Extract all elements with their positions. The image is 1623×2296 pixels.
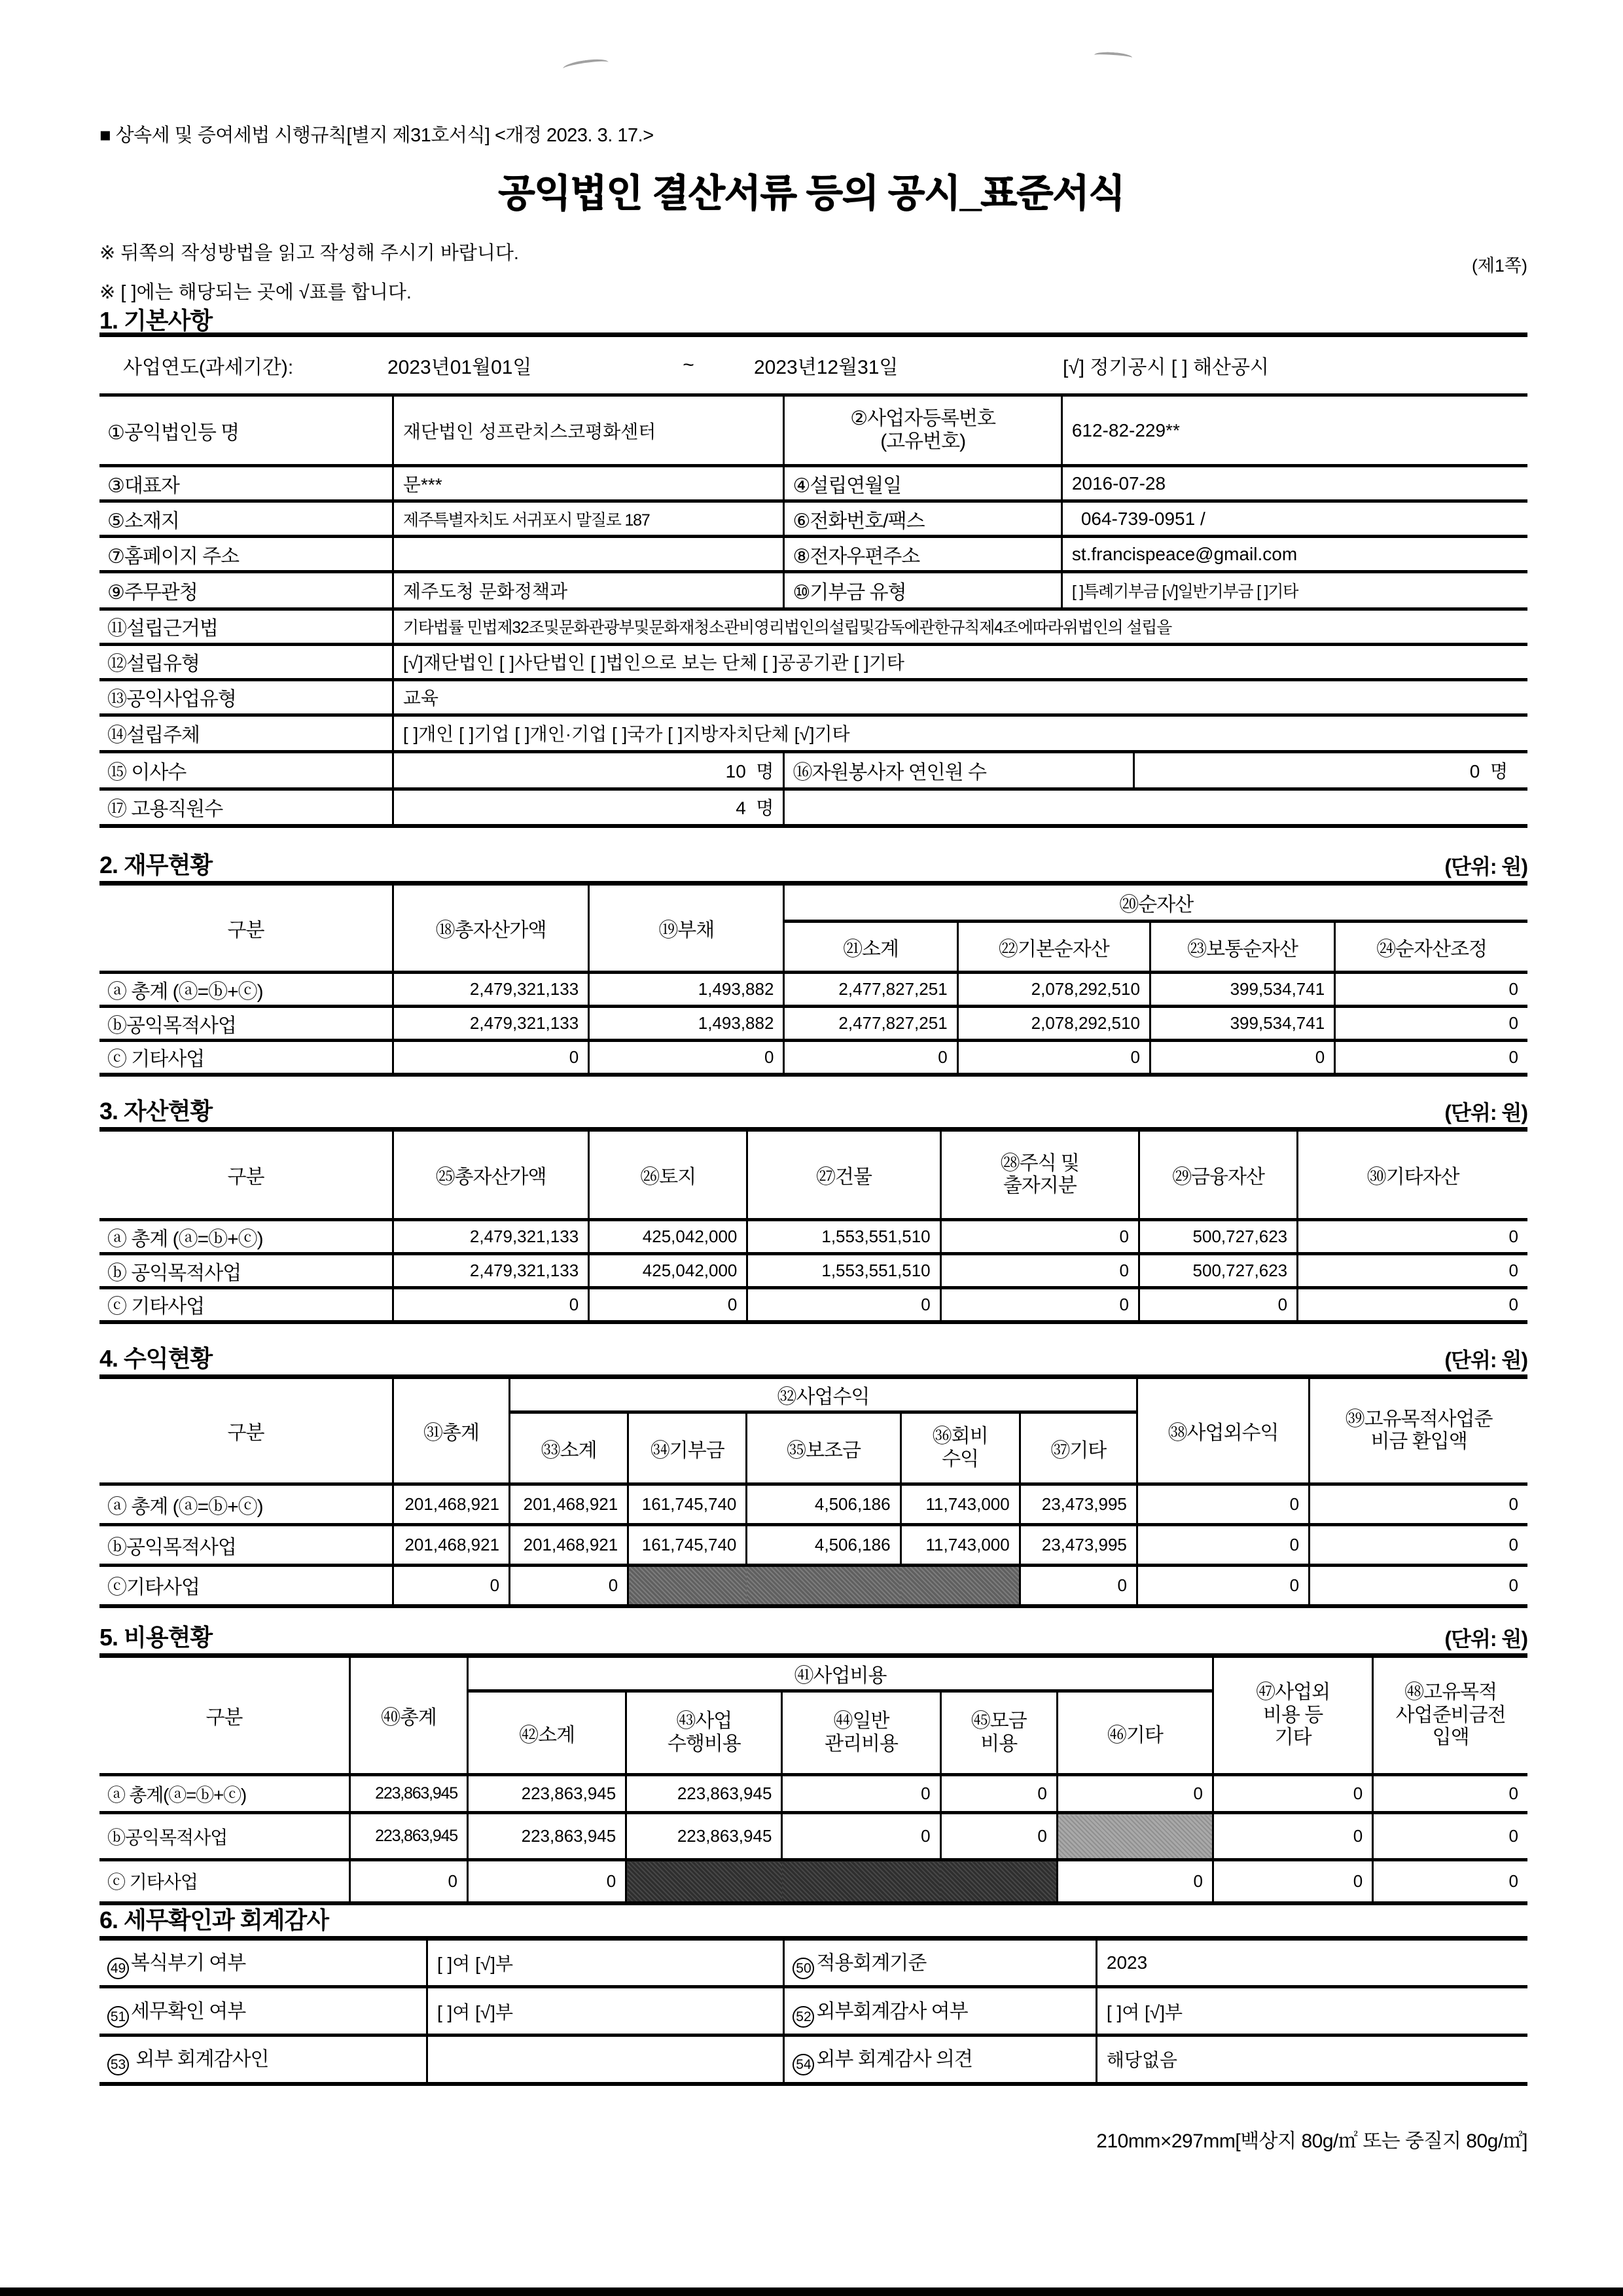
column-header-line1: ㊸사업 [676, 1710, 732, 1732]
column-header: ⑱총자산가액 [393, 884, 588, 973]
amount-cell: 0 [940, 1220, 1139, 1254]
amount-cell: 0 [393, 1041, 588, 1075]
column-header: ㉒기본순자산 [957, 922, 1150, 973]
amount-cell: 0 [510, 1566, 628, 1606]
column-header-group: ㉜사업수익 [510, 1377, 1137, 1412]
amount-cell: 0 [1373, 1813, 1527, 1860]
column-header: ㉛총계 [393, 1377, 509, 1484]
field-label: ⑩기부금 유형 [784, 572, 1061, 607]
field-label: ⑯자원봉사자 연인원 수 [784, 752, 1133, 787]
field-label: ⑫설립유형 [99, 644, 393, 679]
column-header: ㉓보통순자산 [1150, 922, 1334, 973]
section4-unit: (단위: 원) [1444, 1348, 1527, 1372]
director-count: 10 [725, 761, 746, 781]
field-value [393, 789, 784, 824]
amount-cell: 0 [1335, 1007, 1527, 1041]
field-label [99, 2036, 427, 2084]
amount-cell: 11,743,000 [901, 1484, 1020, 1525]
amount-cell: 0 [589, 1041, 784, 1075]
masked-cell [1057, 1813, 1213, 1860]
asset-status-table [99, 1127, 1527, 1324]
field-value [1133, 752, 1527, 787]
row-label: ⓒ기타사업 [99, 1566, 393, 1606]
amount-cell: 223,863,945 [468, 1775, 626, 1813]
amount-cell: 0 [589, 1288, 747, 1322]
section4-title: 4. 수익현황 [99, 1345, 213, 1372]
amount-cell: 399,534,741 [1150, 1007, 1334, 1041]
field-label-text: 복식부기 여부 [131, 1952, 246, 1974]
masked-cell [782, 1860, 940, 1903]
amount-cell: 201,468,921 [393, 1525, 509, 1566]
field-label: ⑥전화번호/팩스 [784, 501, 1061, 537]
amount-cell: 2,479,321,133 [393, 1220, 588, 1254]
amount-cell: 0 [1057, 1860, 1213, 1903]
amount-cell: 0 [468, 1860, 626, 1903]
column-header-line1: ㉘주식 및 [1000, 1152, 1079, 1174]
field-label: ⑬공익사업유형 [99, 679, 393, 715]
circled-number: 50 [793, 1958, 814, 1979]
amount-cell: 161,745,740 [628, 1525, 747, 1566]
amount-cell: 2,078,292,510 [957, 1007, 1150, 1041]
yes-no-checkboxes: [ ]여 [√]부 [427, 1987, 784, 2036]
field-label: ⑭설립주체 [99, 715, 393, 750]
amount-cell: 223,863,945 [626, 1813, 782, 1860]
disclosure-type-checkboxes: [√] 정기공시 [ ] 해산공시 [1063, 357, 1269, 378]
column-header [626, 1691, 782, 1775]
basic-info-wide-rows [99, 607, 1527, 751]
amount-cell: 0 [349, 1860, 467, 1903]
masked-cell [940, 1860, 1057, 1903]
column-header: ㉑소계 [784, 922, 957, 973]
field-value: 2016-07-28 [1061, 466, 1527, 501]
scan-artifact [562, 57, 609, 74]
section2-title: 2. 재무현황 [99, 852, 213, 878]
amount-cell: 500,727,623 [1139, 1254, 1297, 1288]
field-label [784, 1939, 1096, 1987]
column-header: ㊷소계 [468, 1691, 626, 1775]
employee-count: 4 [736, 798, 746, 819]
field-value: 기타법률 민법제32조및문화관광부및문화재청소관비영리법인의설립및감독에관한규칙제4조에따라위법인의 설립을 [393, 609, 1527, 644]
column-header: 구분 [227, 1166, 264, 1188]
section3-heading [99, 1093, 1527, 1126]
amount-cell: 0 [1137, 1566, 1309, 1606]
amount-cell: 0 [940, 1813, 1057, 1860]
column-header: 구분 [205, 1707, 243, 1729]
section3-title: 3. 자산현황 [99, 1098, 213, 1124]
field-label: ⑨주무관청 [99, 572, 393, 607]
amount-cell: 201,468,921 [393, 1484, 509, 1525]
masked-cell [901, 1566, 1020, 1606]
section5-unit: (단위: 원) [1444, 1627, 1527, 1651]
amount-cell: 0 [1150, 1041, 1334, 1075]
yes-no-checkboxes: [ ]여 [√]부 [1096, 1987, 1527, 2036]
column-header-line2: 수행비용 [667, 1732, 741, 1755]
page-title: 공익법인 결산서류 등의 공시_표준서식 [498, 172, 1125, 215]
volunteer-count: 0 [1469, 761, 1480, 781]
amount-cell: 0 [1335, 973, 1527, 1007]
scan-artifact [1094, 51, 1133, 62]
column-header [901, 1412, 1020, 1484]
section1-heading [99, 302, 1527, 336]
field-label: ⑮ 이사수 [107, 761, 187, 783]
column-header: ㊵총계 [349, 1656, 467, 1775]
expense-status-table [99, 1653, 1527, 1905]
column-header-line1: ㊹일반 [833, 1710, 889, 1732]
scan-edge-bar [0, 2287, 1623, 2296]
section4-heading [99, 1340, 1527, 1374]
column-header: ㊻기타 [1057, 1691, 1213, 1775]
field-value [393, 537, 784, 572]
amount-cell: 1,493,882 [589, 973, 784, 1007]
amount-cell: 2,479,321,133 [393, 1007, 588, 1041]
section1-title: 1. 기본사항 [99, 307, 213, 334]
section5-heading [99, 1619, 1527, 1653]
field-value: 문*** [393, 466, 784, 501]
row-label: ⓒ 기타사업 [99, 1041, 393, 1075]
amount-cell: 4,506,186 [747, 1525, 901, 1566]
field-value: 064-739-0951 / [1061, 501, 1527, 537]
column-header-line2: 비용 [980, 1732, 1018, 1755]
field-value: 교육 [393, 679, 1527, 715]
field-value: st.francispeace@gmail.com [1061, 537, 1527, 572]
basic-info-table [99, 332, 1527, 828]
period-end-value: 2023년12월31일 [754, 357, 899, 378]
amount-cell: 4,506,186 [747, 1484, 901, 1525]
column-header: ㉝소계 [510, 1412, 628, 1484]
field-label [784, 1987, 1096, 2036]
amount-cell: 1,493,882 [589, 1007, 784, 1041]
row-label: ⓒ 기타사업 [99, 1288, 393, 1322]
column-header: ㉖토지 [589, 1130, 747, 1220]
column-header: ㉕총자산가액 [393, 1130, 588, 1220]
unit-label: 명 [756, 798, 774, 819]
field-label: ⑦홈페이지 주소 [99, 537, 393, 572]
amount-cell: 11,743,000 [901, 1525, 1020, 1566]
amount-cell: 0 [784, 1041, 957, 1075]
amount-cell: 223,863,945 [468, 1813, 626, 1860]
field-value: 2023 [1096, 1939, 1527, 1987]
field-label: ③대표자 [99, 466, 393, 501]
column-header [1373, 1656, 1527, 1775]
amount-cell: 0 [1298, 1288, 1527, 1322]
column-header [940, 1691, 1057, 1775]
amount-cell: 0 [1298, 1254, 1527, 1288]
field-label-text: 외부 회계감사인 [131, 2049, 269, 2071]
foundation-type-checkboxes: [√]재단법인 [ ]사단법인 [ ]법인으로 보는 단체 [ ]공공기관 [ ]기타 [393, 644, 1527, 679]
field-label-text: 세무확인 여부 [131, 2000, 246, 2022]
amount-cell: 0 [1310, 1525, 1527, 1566]
column-header [1213, 1656, 1373, 1775]
field-label-text: 적용회계기준 [816, 1952, 927, 1974]
field-label: ⑰ 고용직원수 [107, 798, 223, 821]
amount-cell: 2,479,321,133 [393, 1254, 588, 1288]
circled-number: 52 [793, 2006, 814, 2028]
column-header-line3: 기타 [1274, 1727, 1311, 1749]
column-header: ⑲부채 [589, 884, 784, 973]
amount-cell: 23,473,995 [1020, 1525, 1137, 1566]
unit-label: 명 [1489, 761, 1508, 781]
row-label: ⓐ 총계 (ⓐ=ⓑ+ⓒ) [99, 973, 393, 1007]
amount-cell: 0 [782, 1813, 940, 1860]
masked-cell [628, 1566, 747, 1606]
column-header: ㊲기타 [1020, 1412, 1137, 1484]
amount-cell: 2,477,827,251 [784, 1007, 957, 1041]
field-value: 해당없음 [1096, 2036, 1527, 2084]
amount-cell: 0 [1139, 1288, 1297, 1322]
tilde-separator: ~ [683, 354, 694, 376]
column-header-line2: 비용 등 [1262, 1704, 1323, 1726]
column-header: ㉔순자산조정 [1335, 922, 1527, 973]
column-header-line1: ㊺모금 [971, 1710, 1027, 1732]
business-year-row [99, 337, 1527, 393]
masked-cell [747, 1566, 901, 1606]
field-value: 제주도청 문화정책과 [393, 572, 784, 607]
section2-heading [99, 847, 1527, 880]
amount-cell: 0 [1373, 1775, 1527, 1813]
empty-cell [784, 789, 1527, 824]
amount-cell: 23,473,995 [1020, 1484, 1137, 1525]
row-label: ⓑ 공익목적사업 [99, 1254, 393, 1288]
column-header-line2: 출자지분 [1003, 1175, 1077, 1196]
amount-cell: 425,042,000 [589, 1220, 747, 1254]
amount-cell: 0 [1057, 1775, 1213, 1813]
row-label: ⓐ 총계 (ⓐ=ⓑ+ⓒ) [99, 1220, 393, 1254]
founder-type-checkboxes: [ ]개인 [ ]기업 [ ]개인·기업 [ ]국가 [ ]지방자치단체 [√]기타 [393, 715, 1527, 750]
field-label [784, 2036, 1096, 2084]
column-header-line2: 관리비용 [825, 1732, 898, 1755]
field-label [99, 1987, 427, 2036]
business-year-label: 사업연도(과세기간): [123, 357, 294, 378]
amount-cell: 0 [1298, 1220, 1527, 1254]
amount-cell: 201,468,921 [510, 1525, 628, 1566]
column-header-line1: ㊴고유목적사업준 [1345, 1408, 1493, 1430]
amount-cell: 0 [1137, 1484, 1309, 1525]
amount-cell: 500,727,623 [1139, 1220, 1297, 1254]
revenue-status-table [99, 1374, 1527, 1608]
amount-cell: 161,745,740 [628, 1484, 747, 1525]
circled-number: 53 [107, 2054, 129, 2075]
amount-cell: 1,553,551,510 [747, 1254, 940, 1288]
field-value: 재단법인 성프란치스코평화센터 [393, 395, 784, 466]
amount-cell: 0 [393, 1566, 509, 1606]
amount-cell: 0 [1373, 1860, 1527, 1903]
tax-audit-table [99, 1936, 1527, 2086]
row-label: ⓒ 기타사업 [99, 1860, 349, 1903]
column-header: ㉚기타자산 [1298, 1130, 1527, 1220]
masked-cell [626, 1860, 782, 1903]
amount-cell: 0 [1213, 1860, 1373, 1903]
amount-cell: 399,534,741 [1150, 973, 1334, 1007]
column-header [782, 1691, 940, 1775]
row-label: ⓑ공익목적사업 [99, 1007, 393, 1041]
amount-cell: 223,863,945 [349, 1775, 467, 1813]
period-start-value: 2023년01월01일 [387, 357, 532, 378]
amount-cell: 2,479,321,133 [393, 973, 588, 1007]
amount-cell: 0 [747, 1288, 940, 1322]
section6-title: 6. 세무확인과 회계감사 [99, 1907, 329, 1933]
column-header-line1: ㊱회비 [932, 1426, 988, 1447]
section3-unit: (단위: 원) [1444, 1101, 1527, 1124]
field-label: ⑤소재지 [99, 501, 393, 537]
field-label [99, 1939, 427, 1987]
paper-size-note: 210mm×297mm[백상지 80g/㎡ 또는 중질지 80g/㎡] [1096, 2130, 1527, 2152]
column-header [940, 1130, 1139, 1220]
amount-cell: 0 [957, 1041, 1150, 1075]
form-reference-line: ■ 상속세 및 증여세법 시행규칙[별지 제31호서식] <개정 2023. 3. 17.> [99, 125, 654, 146]
amount-cell: 0 [782, 1775, 940, 1813]
field-value: 제주특별자치도 서귀포시 말질로 187 [393, 501, 784, 537]
field-label: ①공익법인등 명 [107, 422, 240, 444]
column-header-line3: 입액 [1432, 1727, 1469, 1749]
row-label: ⓑ공익목적사업 [99, 1813, 349, 1860]
row-label: ⓐ 총계(ⓐ=ⓑ+ⓒ) [99, 1775, 349, 1813]
yes-no-checkboxes: [ ]여 [√]부 [427, 1939, 784, 1987]
column-header: 구분 [227, 1422, 264, 1444]
column-header-line2: 비금 환입액 [1370, 1431, 1467, 1452]
field-label-text: 외부회계감사 여부 [816, 2000, 968, 2022]
field-value: 612-82-229** [1061, 395, 1527, 466]
column-header-line1: ㊽고유목적 [1404, 1681, 1497, 1704]
director-volunteer-row [99, 750, 1527, 787]
row-label: ⓑ공익목적사업 [99, 1525, 393, 1566]
amount-cell: 0 [1213, 1775, 1373, 1813]
field-label-line2: (고유번호) [880, 430, 966, 452]
donation-type-checkboxes: [ ]특례기부금 [√]일반기부금 [ ]기타 [1061, 572, 1527, 607]
amount-cell: 0 [1310, 1566, 1527, 1606]
field-label: ⑪설립근거법 [107, 618, 218, 639]
circled-number: 51 [107, 2006, 129, 2028]
field-label: ④설립연월일 [784, 466, 1061, 501]
column-header: ㉙금융자산 [1139, 1130, 1297, 1220]
column-header: ㉗건물 [747, 1130, 940, 1220]
employee-row [99, 787, 1527, 825]
column-header [1310, 1377, 1527, 1484]
column-header: 구분 [227, 920, 264, 941]
column-header-line2: 사업준비금전 [1395, 1704, 1506, 1726]
column-header-line2: 수익 [942, 1448, 979, 1470]
amount-cell: 223,863,945 [349, 1813, 467, 1860]
section5-title: 5. 비용현황 [99, 1624, 213, 1651]
amount-cell: 0 [940, 1775, 1057, 1813]
amount-cell: 0 [393, 1288, 588, 1322]
instruction-note-read: ※ 뒤쪽의 작성방법을 읽고 작성해 주시기 바랍니다. [99, 243, 519, 264]
amount-cell: 0 [1310, 1484, 1527, 1525]
amount-cell: 1,553,551,510 [747, 1220, 940, 1254]
column-header-line1: ㊼사업외 [1256, 1681, 1330, 1704]
amount-cell: 0 [1137, 1525, 1309, 1566]
column-header: ㉟보조금 [747, 1412, 901, 1484]
column-header: ㊳사업외수익 [1137, 1377, 1309, 1484]
column-header-group: ㊶사업비용 [468, 1656, 1213, 1691]
amount-cell: 0 [940, 1288, 1139, 1322]
amount-cell: 2,078,292,510 [957, 973, 1150, 1007]
amount-cell: 2,477,827,251 [784, 973, 957, 1007]
column-header-group: ⑳순자산 [784, 884, 1527, 922]
field-value [393, 752, 784, 787]
row-label: ⓐ 총계 (ⓐ=ⓑ+ⓒ) [99, 1484, 393, 1525]
instruction-note-check: ※ [ ]에는 해당되는 곳에 √표를 합니다. [99, 282, 412, 303]
field-label-line1: ②사업자등록번호 [850, 408, 996, 429]
field-label: ⑧전자우편주소 [784, 537, 1061, 572]
field-label-text: 외부 회계감사 의견 [816, 2049, 972, 2071]
amount-cell: 425,042,000 [589, 1254, 747, 1288]
circled-number: 54 [793, 2054, 814, 2075]
column-header: ㉞기부금 [628, 1412, 747, 1484]
section2-unit: (단위: 원) [1444, 855, 1527, 878]
financial-status-table [99, 881, 1527, 1077]
field-value [427, 2036, 784, 2084]
field-label [784, 395, 1061, 466]
amount-cell: 0 [1213, 1813, 1373, 1860]
amount-cell: 0 [940, 1254, 1139, 1288]
section6-heading [99, 1902, 1527, 1935]
amount-cell: 0 [1335, 1041, 1527, 1075]
circled-number: 49 [107, 1958, 129, 1979]
unit-label: 명 [756, 761, 774, 781]
basic-info-pairs [99, 393, 1527, 607]
amount-cell: 201,468,921 [510, 1484, 628, 1525]
page-number-marker: (제1쪽) [1471, 256, 1527, 276]
amount-cell: 0 [1020, 1566, 1137, 1606]
amount-cell: 223,863,945 [626, 1775, 782, 1813]
